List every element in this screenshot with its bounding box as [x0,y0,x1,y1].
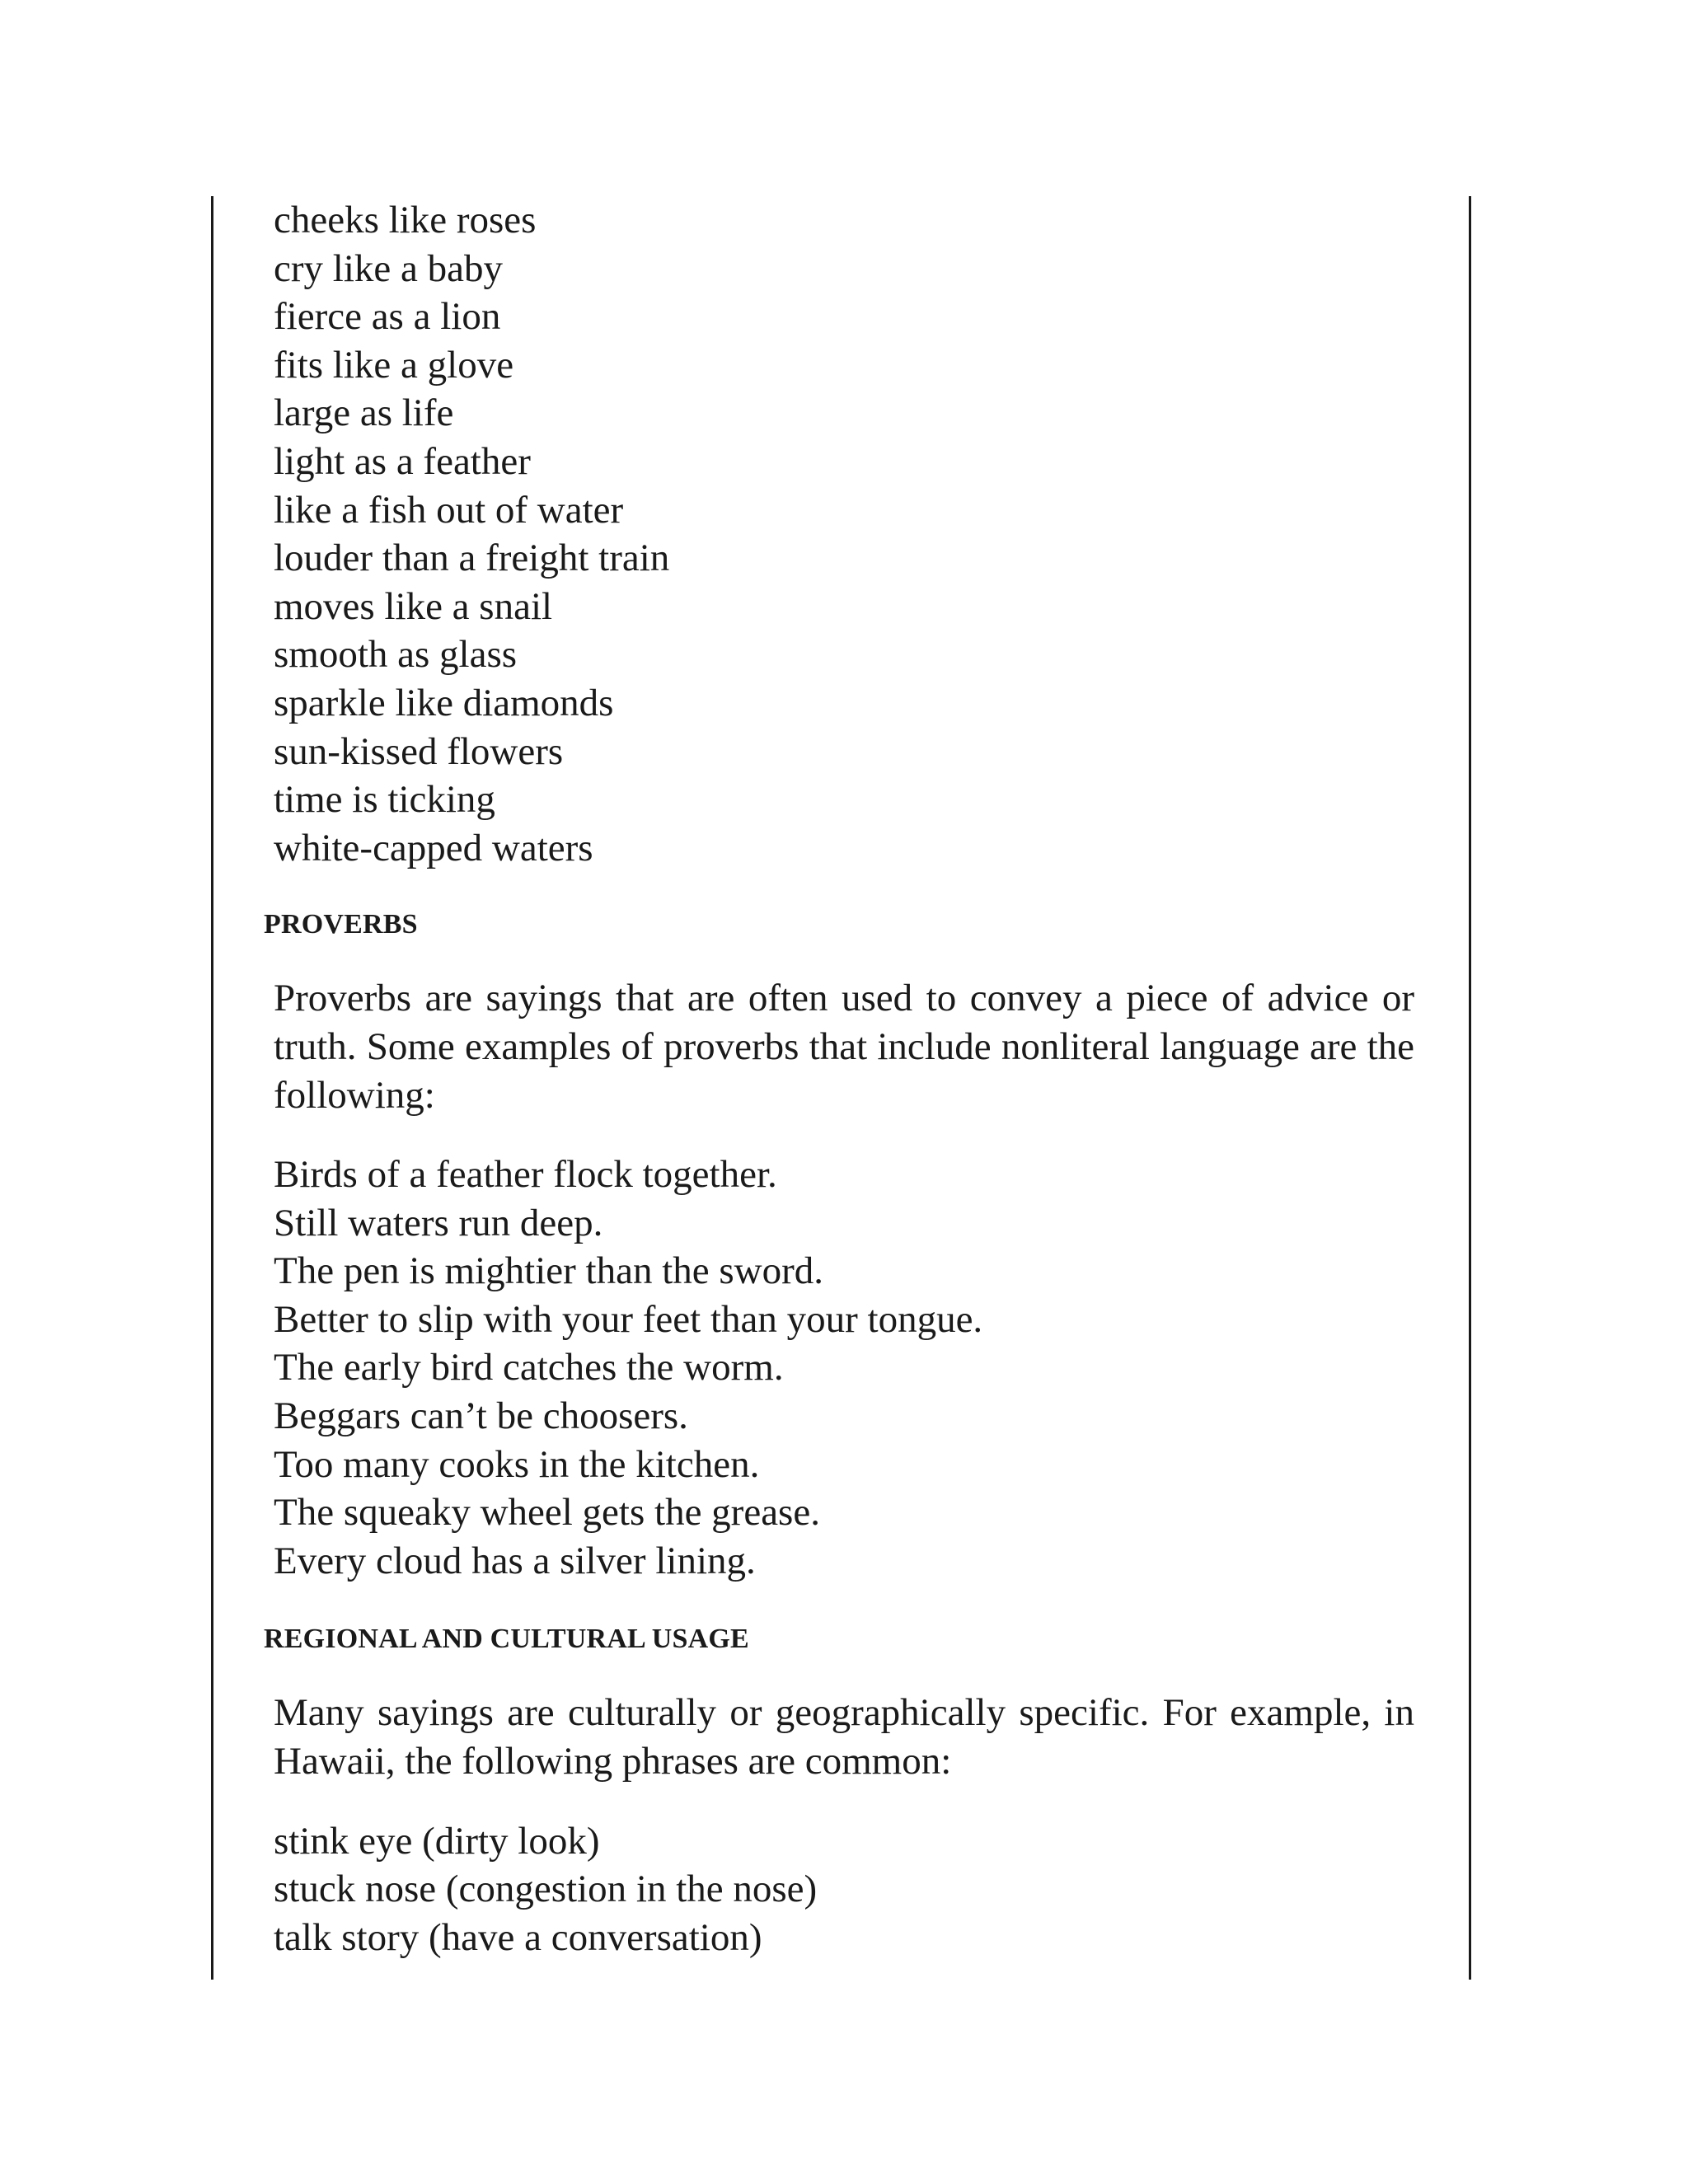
regional-usage-paragraph: Many sayings are culturally or geographically specific. For example, in Hawaii, the following phrases are common: [274,1691,1414,1783]
simile-item: fierce as a lion [274,295,501,339]
page-content [264,196,1414,1961]
similes-list [274,196,1414,872]
simile-item: sun-kissed flowers [274,729,564,773]
proverbs-heading: PROVERBS [264,909,418,940]
simile-item: moves like a snail [274,584,553,628]
simile-item: cry like a baby [274,246,503,290]
regional-phrase-item: stuck nose (congestion in the nose) [274,1868,818,1911]
left-margin-rule [211,196,213,1980]
proverbs-paragraph: Proverbs are sayings that are often used to convey a piece of advice or truth. Some examples of proverbs that include nonliteral language are the following: [274,977,1414,1117]
regional-phrases-list [274,1817,1414,1962]
proverbs-list [274,1151,1414,1585]
right-margin-rule [1469,196,1471,1980]
proverb-item: The squeaky wheel gets the grease. [274,1491,820,1535]
simile-item: sparkle like diamonds [274,681,614,724]
simile-item: cheeks like roses [274,199,537,241]
proverb-item: Too many cooks in the kitchen. [274,1442,760,1486]
simile-item: light as a feather [274,439,531,483]
simile-item: fits like a glove [274,343,514,387]
simile-item: large as life [274,391,454,435]
regional-phrase-item: stink eye (dirty look) [274,1819,600,1863]
proverb-item: The early bird catches the worm. [274,1346,784,1390]
simile-item: like a fish out of water [274,488,624,532]
proverb-item: The pen is mightier than the sword. [274,1249,823,1293]
simile-item: louder than a freight train [274,537,670,580]
proverb-item: Birds of a feather flock together. [274,1153,777,1197]
proverb-item: Beggars can’t be choosers. [274,1394,688,1438]
simile-item: time is ticking [274,778,495,822]
simile-item: white-capped waters [274,826,593,869]
regional-phrase-item: talk story (have a conversation) [274,1915,762,1959]
proverb-item: Better to slip with your feet than your tongue. [274,1297,983,1341]
regional-usage-heading: REGIONAL AND CULTURAL USAGE [264,1624,749,1655]
proverb-item: Every cloud has a silver lining. [274,1539,756,1582]
simile-item: smooth as glass [274,633,518,677]
proverb-item: Still waters run deep. [274,1201,603,1244]
